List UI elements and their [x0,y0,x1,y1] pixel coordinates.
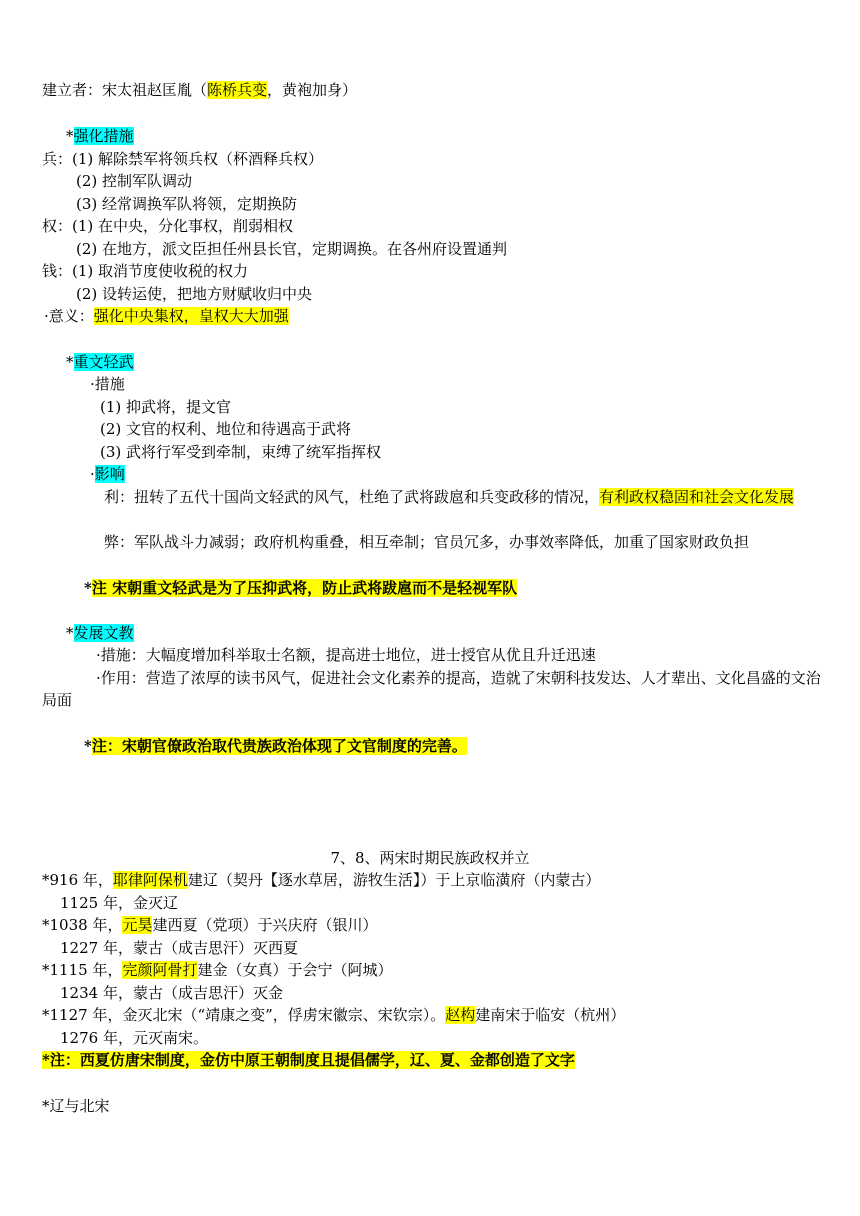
entry-row [60,892,178,914]
education-heading [66,622,134,644]
benefit-highlight: 有利政权稳固和社会文化发展 [599,488,795,506]
civil-measures-label: ·措施 [90,375,125,393]
benefit-text: 利：扭转了五代十国尚文轻武的风气，杜绝了武将跋扈和兵变政移的情况， [104,488,600,506]
entry-highlight: 赵构 [445,1006,476,1024]
entry-row [42,959,392,981]
section2-note [42,1049,575,1071]
entry-row [42,914,377,936]
entry-row [60,937,298,959]
heading-star: * [66,353,74,371]
entry-text: 建辽（契丹【逐水草居，游牧生活】）于上京临潢府（内蒙古） [187,871,601,889]
entry-row [60,982,283,1004]
drawback-paragraph: 弊：军队战斗力减弱；政府机构重叠，相互牵制；官员冗多，办事效率降低，加重了国家财政负担 [104,533,750,551]
civil-note [84,577,517,599]
entry-text: 建南宋于临安（杭州） [475,1006,626,1024]
meaning-label: ·意义： [44,307,94,325]
education-effect: ·作用：营造了浓厚的读书风气，促进社会文化素养的提高，造就了宋朝科技发达、人才辈出、文化昌盛的文治局面 [42,669,821,709]
entry-highlight: 元昊 [122,916,153,934]
entry-text: 1276 年，元灭南宋。 [60,1029,208,1047]
strengthen-heading [66,125,134,147]
founder-line [42,79,357,101]
education-measures: ·措施：大幅度增加科举取士名额，提高进士地位，进士授官从优且升迁迅速 [96,646,596,664]
heading-star: * [66,624,74,642]
last-heading: *辽与北宋 [42,1097,110,1115]
strengthen-heading-text: 强化措施 [73,127,134,145]
entry-row [42,869,600,891]
impact-dot: · [90,465,95,483]
entry-text: *1127 年，金灭北宋（“靖康之变”，俘虏宋徽宗、宋钦宗）。 [42,1006,446,1024]
entry-text: *916 年， [42,871,113,889]
entry-text: *1038 年， [42,916,123,934]
section2-title: 7、8、两宋时期民族政权并立 [330,849,530,867]
civil-heading [66,351,134,373]
strengthen-line-1: 兵：(1) 解除禁军将领兵权（杯酒释兵权） [42,150,324,168]
strengthen-line-5: (2) 在地方，派文臣担任州县长官，定期调换。在各州府设置通判 [76,240,508,258]
entry-highlight: 完颜阿骨打 [122,961,198,979]
education-note-text: 注：宋朝官僚政治取代贵族政治体现了文官制度的完善。 [91,737,467,755]
impact-heading [90,463,125,485]
entry-text: 1234 年，蒙古（成吉思汗）灭金 [60,984,283,1002]
strengthen-line-4: 权：(1) 在中央，分化事权，削弱相权 [42,217,294,235]
entry-row [42,1004,625,1026]
section2-note-text: *注：西夏仿唐宋制度，金仿中原王朝制度且提倡儒学，辽、夏、金都创造了文字 [42,1051,575,1069]
entry-row [60,1027,208,1049]
civil-note-text: 注 宋朝重文轻武是为了压抑武将，防止武将跋扈而不是轻视军队 [91,579,518,597]
strengthen-line-7: (2) 设转运使，把地方财赋收归中央 [76,285,313,303]
civil-heading-text: 重文轻武 [73,353,134,371]
founder-highlight: 陈桥兵变 [207,81,268,99]
strengthen-line-6: 钱：(1) 取消节度使收税的权力 [42,262,249,280]
civil-measure-2: (2) 文官的权利、地位和待遇高于武将 [100,420,352,438]
entry-text: 建金（女真）于会宁（阿城） [197,961,393,979]
entry-text: 1227 年，蒙古（成吉思汗）灭西夏 [60,939,298,957]
education-note [84,735,467,757]
entry-highlight: 耶律阿保机 [112,871,188,889]
meaning-line [44,305,289,327]
education-heading-text: 发展文教 [73,624,134,642]
note-star: * [84,579,92,597]
entry-text: 建西夏（党项）于兴庆府（银川） [152,916,378,934]
strengthen-line-3: (3) 经常调换军队将领，定期换防 [76,195,298,213]
benefit-paragraph [42,486,822,508]
meaning-text: 强化中央集权，皇权大大加强 [93,307,289,325]
heading-star: * [66,127,74,145]
founder-suffix: ，黄袍加身） [267,81,358,99]
entry-text: *1115 年， [42,961,123,979]
strengthen-line-2: (2) 控制军队调动 [76,172,193,190]
civil-measure-1: (1) 抑武将，提文官 [100,398,232,416]
founder-prefix: 建立者：宋太祖赵匡胤（ [42,81,208,99]
entry-text: 1125 年，金灭辽 [60,894,178,912]
note-star: * [84,737,92,755]
impact-heading-text: 影响 [94,465,125,483]
civil-measure-3: (3) 武将行军受到牵制，束缚了统军指挥权 [100,443,382,461]
